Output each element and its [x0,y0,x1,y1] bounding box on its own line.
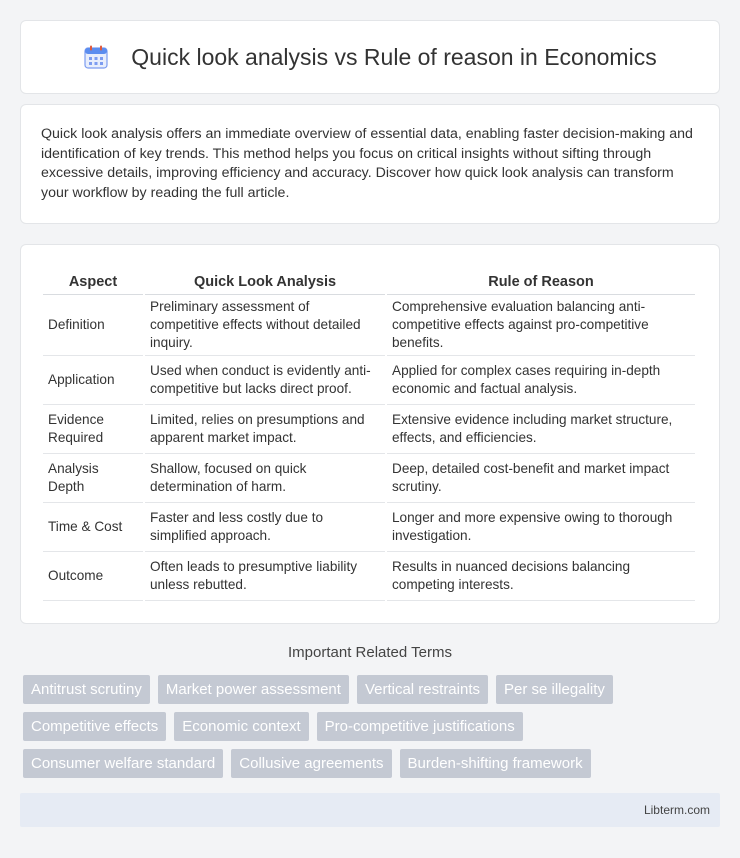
header-card [20,20,720,94]
table-row [43,503,695,552]
aspect-cell: Outcome [43,552,143,601]
quick-look-cell: Used when conduct is evidently anti-competitive but lacks direct proof. [145,356,385,405]
rule-of-reason-cell: Applied for complex cases requiring in-depth economic and factual analysis. [387,356,695,405]
footer-brand-link[interactable]: Libterm.com [643,803,710,817]
table-header-row [43,265,695,295]
related-terms-section [20,644,720,778]
footer [20,793,720,827]
related-term-tag[interactable]: Burden-shifting framework [400,749,591,778]
quick-look-cell: Faster and less costly due to simplified approach. [145,503,385,552]
related-term-tag[interactable]: Collusive agreements [231,749,391,778]
related-term-tag[interactable]: Pro-competitive justifications [317,712,523,741]
quick-look-cell: Often leads to presumptive liability unless rebutted. [145,552,385,601]
intro-text: Quick look analysis offers an immediate overview of essential data, enabling faster decision-making and identification of key trends. This method helps you focus on critical insights without sifting through excessive details, improving efficiency and accuracy. Discover how quick look analysis can transform your workflow by reading the full article. [41,126,693,202]
aspect-cell: Time & Cost [43,503,143,552]
calendar-icon [83,44,109,70]
table-row [43,356,695,405]
table-row [43,295,695,356]
column-header-rule-of-reason: Rule of Reason [387,265,695,295]
related-terms-title: Important Related Terms [288,644,452,661]
aspect-cell: Application [43,356,143,405]
rule-of-reason-cell: Comprehensive evaluation balancing anti-competitive effects against pro-competitive benefits. [387,295,695,356]
aspect-cell: Evidence Required [43,405,143,454]
page-title: Quick look analysis vs Rule of reason in Economics [131,43,657,70]
related-term-tag[interactable]: Antitrust scrutiny [23,675,150,704]
quick-look-cell: Preliminary assessment of competitive effects without detailed inquiry. [145,295,385,356]
table-row [43,454,695,503]
column-header-aspect: Aspect [43,265,143,295]
related-term-tag[interactable]: Market power assessment [158,675,349,704]
rule-of-reason-cell: Longer and more expensive owing to thorough investigation. [387,503,695,552]
comparison-card [20,244,720,624]
rule-of-reason-cell: Results in nuanced decisions balancing competing interests. [387,552,695,601]
aspect-cell: Definition [43,295,143,356]
comparison-table [41,265,697,601]
quick-look-cell: Shallow, focused on quick determination of harm. [145,454,385,503]
related-terms-tags [20,675,720,778]
table-row [43,405,695,454]
related-term-tag[interactable]: Consumer welfare standard [23,749,223,778]
intro-card [20,104,720,224]
related-term-tag[interactable]: Economic context [174,712,308,741]
rule-of-reason-cell: Deep, detailed cost-benefit and market impact scrutiny. [387,454,695,503]
related-term-tag[interactable]: Per se illegality [496,675,613,704]
aspect-cell: Analysis Depth [43,454,143,503]
column-header-quick-look: Quick Look Analysis [145,265,385,295]
table-row [43,552,695,601]
related-term-tag[interactable]: Competitive effects [23,712,166,741]
rule-of-reason-cell: Extensive evidence including market structure, effects, and efficiencies. [387,405,695,454]
related-term-tag[interactable]: Vertical restraints [357,675,488,704]
quick-look-cell: Limited, relies on presumptions and apparent market impact. [145,405,385,454]
